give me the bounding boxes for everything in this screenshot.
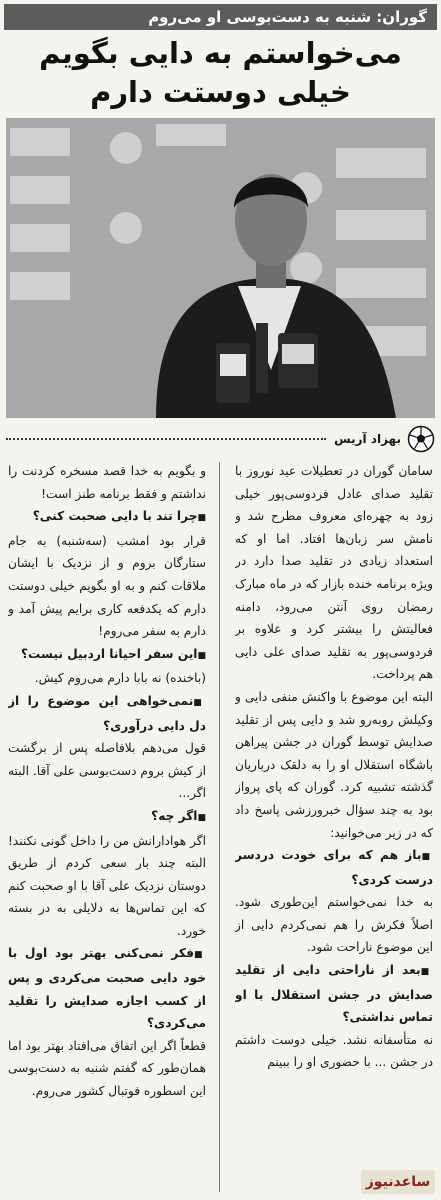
column-divider — [219, 462, 220, 1192]
article-column-left — [8, 460, 206, 1196]
paragraph: قول می‌دهم بلافاصله پس از برگشت از کیش بروم دست‌بوسی علی آقا. البته اگر... — [8, 741, 206, 801]
article-column-right — [235, 460, 433, 1196]
author-name: بهزاد آریس — [334, 432, 401, 446]
paragraph: اگر هوادارانش من را داخل گونی نکنند! البته چند بار سعی کردم از طریق دوستان نزدیک علی آقا با او صحبت کنم که این تماس‌ها به دلایلی به در بسته خورد. — [8, 833, 206, 938]
brand-watermark — [361, 1170, 435, 1194]
interview-question: ■ فکر نمی‌کنی بهتر بود اول با خود دایی صحبت می‌کردی و پس از کسب اجازه صدایش را تقلید می‌کردی؟ — [8, 942, 206, 1034]
headline-line-2: خیلی دوستت دارم — [90, 75, 351, 109]
byline-dotted-rule — [6, 438, 326, 440]
interview-question: ■ بعد از ناراحتی دایی از تقلید صدایش در جشن استقلال با او تماس نداشتی؟ — [235, 959, 433, 1029]
interview-question: ■ نمی‌خواهی این موضوع را از دل دایی درآوری؟ — [8, 690, 206, 737]
interview-question: ■ باز هم که برای خودت دردسر درست کردی؟ — [235, 844, 433, 891]
paragraph: قرار بود امشب (سه‌شنبه) به جام ستارگان بروم و از نزدیک با ایشان ملاقات کنم و به او بگویم خیلی دوستت دارم که یکدفعه کاری برایم پیش آمد و دارم به سفر می‌روم! — [8, 533, 206, 639]
paragraph: و بگویم به خدا قصد مسخره کردنت را نداشتم و فقط برنامه طنز است! — [8, 464, 206, 501]
paragraph: (باخنده) نه بابا دارم می‌روم کیش. — [34, 671, 206, 686]
paragraph: قطعاً اگر این اتفاق می‌افتاد بهتر بود اما همان‌طور که گفتم شنبه به دست‌بوسی این اسطوره فوتبال کشور می‌روم. — [8, 1038, 206, 1099]
kicker-text: گوران: شنبه به دست‌بوسی او می‌روم — [148, 8, 427, 26]
byline — [6, 422, 435, 456]
soccer-ball-icon — [407, 425, 435, 453]
kicker-bar — [4, 4, 437, 30]
headline — [6, 34, 435, 114]
interview-question: ■ چرا تند با دایی صحبت کنی؟ — [8, 505, 206, 530]
paragraph: البته این موضوع با واکنش منفی دایی و وکیلش روبه‌رو شد و دایی پس از تقلید صدایش توسط گوران در جشن پیراهن باشگاه استقلال او را به دلقک درباریان گذشته تشبیه کرد. گوران که پای پرواز بود به چند سؤال خبرورزشی پاسخ داد که در زیر می‌خوانید: — [235, 689, 433, 840]
paragraph: به خدا نمی‌خواستم این‌طوری شود. اصلاً فکرش را هم نمی‌کردم دایی از این موضوع ناراحت شود. — [235, 895, 433, 955]
brand-text: ساعدنیوز — [365, 1174, 431, 1190]
paragraph: نه متأسفانه نشد. خیلی دوست داشتم در جشن ... با حضوری او را ببینم — [235, 1032, 433, 1070]
press-conference-photo — [6, 118, 435, 418]
interview-question: ■ اگر چه؟ — [8, 805, 206, 830]
paragraph: سامان گوران در تعطیلات عید نوروز با تقلید صدای عادل فردوسی‌پور خیلی زود به چهره‌ای معروف مطرح شد و نامش سر زبان‌ها افتاد. اما او که استعداد زیادی در تقلید صدا دارد در ویژه برنامه خنده بازار که در ماه مبارک رمضان روی آنتن می‌رود، دامنه فعالیتش را بیشتر کرد و علاوه بر فردوسی‌پور به تقلید صدای علی دایی هم پرداخت. — [235, 463, 433, 682]
interview-question: ■ این سفر احیانا اردبیل نیست؟ — [8, 643, 206, 668]
headline-line-1: می‌خواستم به دایی بگویم — [39, 36, 402, 70]
